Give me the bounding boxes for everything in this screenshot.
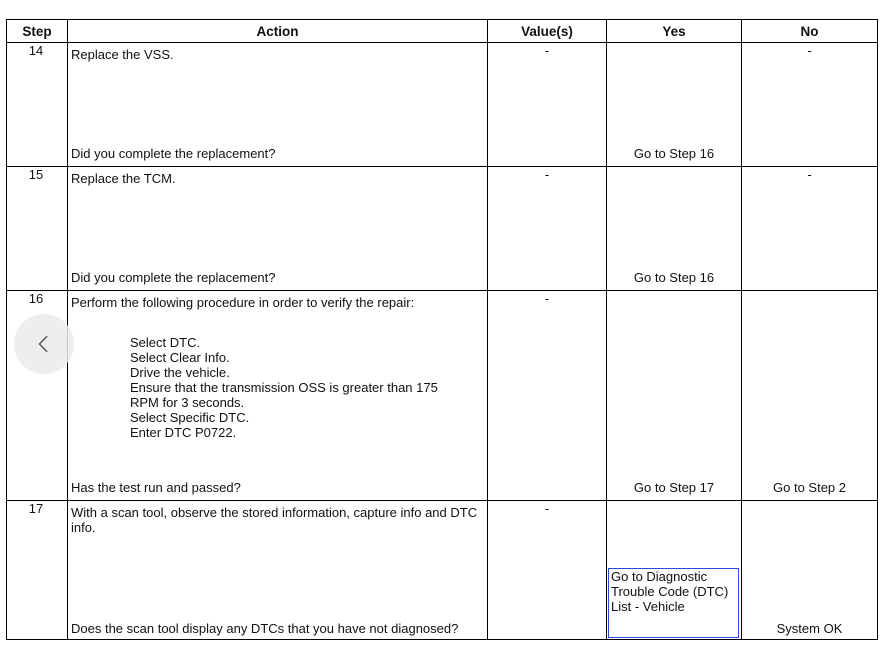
action-cell — [68, 501, 488, 640]
procedure-step: Select DTC. — [130, 335, 201, 350]
back-button[interactable] — [14, 314, 74, 374]
action-question: Did you complete the replacement? — [71, 146, 276, 161]
chevron-left-icon — [33, 333, 55, 355]
action-question: Did you complete the replacement? — [71, 270, 276, 285]
table-row — [7, 501, 878, 640]
action-instruction: Perform the following procedure in order to verify the repair: — [71, 295, 415, 310]
procedure-list — [130, 335, 467, 440]
action-instruction: Replace the TCM. — [71, 171, 176, 186]
no-cell — [742, 291, 878, 501]
header-yes: Yes — [607, 20, 742, 43]
action-cell — [68, 291, 488, 501]
yes-cell — [607, 501, 742, 640]
procedure-step: Ensure that the transmission OSS is greater than 175 RPM for 3 seconds. — [130, 380, 438, 410]
action-question: Has the test run and passed? — [71, 480, 241, 495]
step-number: 14 — [7, 43, 68, 167]
header-action: Action — [68, 20, 488, 43]
header-values: Value(s) — [488, 20, 607, 43]
action-instruction: With a scan tool, observe the stored information, capture info and DTC info. — [71, 505, 478, 535]
procedure-step: Select Specific DTC. — [130, 410, 250, 425]
action-question: Does the scan tool display any DTCs that you have not diagnosed? — [71, 621, 459, 636]
yes-cell — [607, 167, 742, 291]
action-cell — [68, 167, 488, 291]
diagnostic-table — [6, 19, 878, 640]
value-cell: - — [488, 43, 607, 167]
no-link[interactable]: Go to Step 2 — [773, 480, 846, 495]
step-number: 15 — [7, 167, 68, 291]
header-no: No — [742, 20, 878, 43]
procedure-step: Select Clear Info. — [130, 350, 230, 365]
value-cell: - — [488, 167, 607, 291]
yes-cell — [607, 291, 742, 501]
dtc-list-link[interactable]: Go to Diagnostic Trouble Code (DTC) List - Vehicle — [608, 568, 739, 638]
yes-cell — [607, 43, 742, 167]
table-row — [7, 43, 878, 167]
action-instruction: Replace the VSS. — [71, 47, 174, 62]
no-cell: - — [742, 167, 878, 291]
table-row — [7, 291, 878, 501]
action-cell — [68, 43, 488, 167]
yes-link[interactable]: Go to Step 16 — [633, 146, 715, 161]
no-cell: - — [742, 43, 878, 167]
procedure-step: Enter DTC P0722. — [130, 425, 237, 440]
value-cell: - — [488, 501, 607, 640]
table-row — [7, 167, 878, 291]
no-cell — [742, 501, 878, 640]
procedure-step: Drive the vehicle. — [130, 365, 230, 380]
table-header-row — [7, 20, 878, 43]
value-cell: - — [488, 291, 607, 501]
yes-link[interactable]: Go to Step 16 — [633, 270, 715, 285]
step-number: 17 — [7, 501, 68, 640]
header-step: Step — [7, 20, 68, 43]
yes-link[interactable]: Go to Step 17 — [633, 480, 715, 495]
step-number: 16 — [7, 291, 68, 501]
no-result: System OK — [776, 621, 843, 636]
